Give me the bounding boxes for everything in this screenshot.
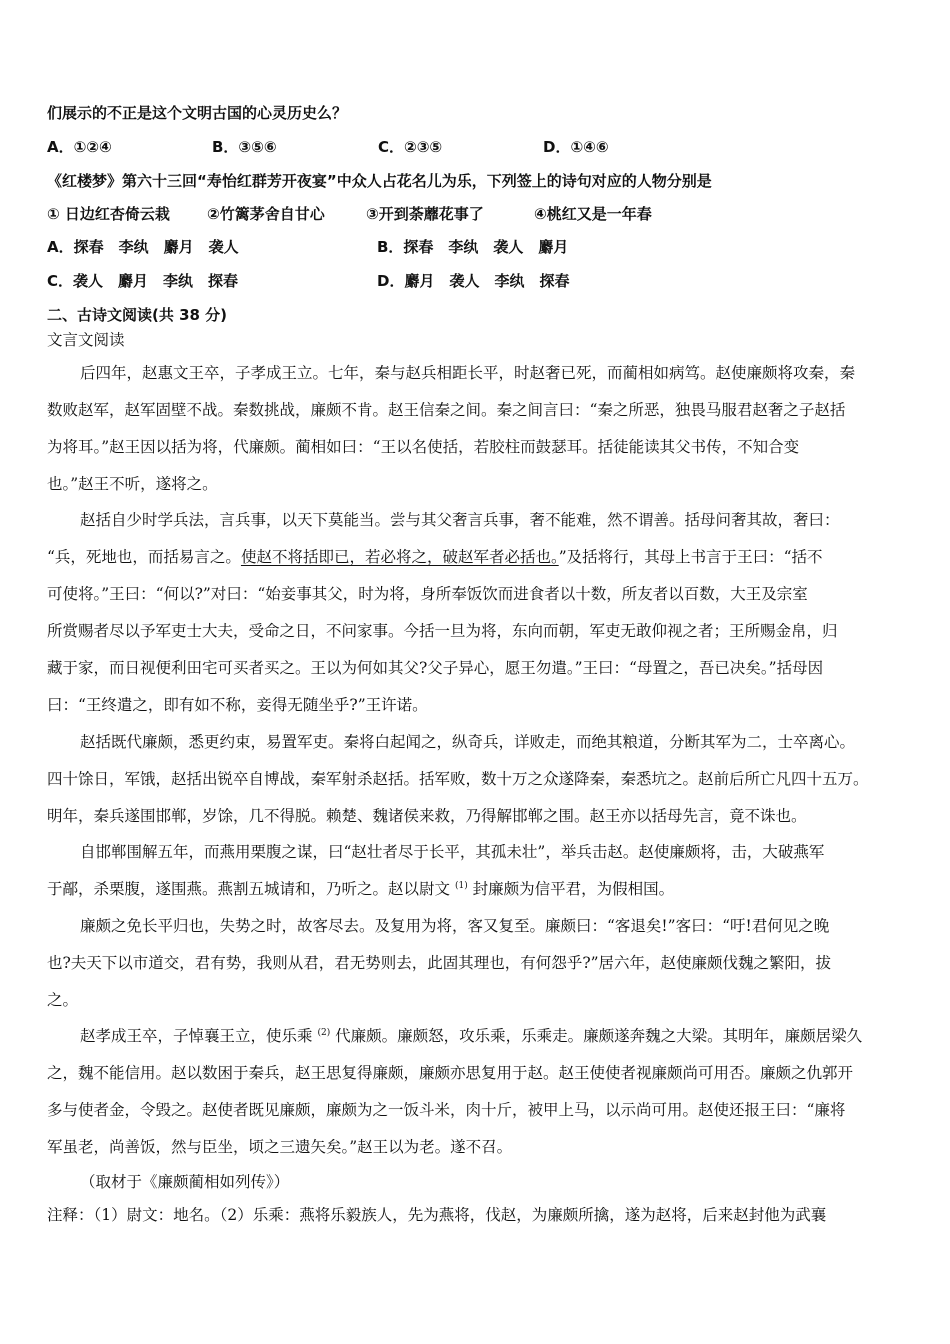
passage-line: 多与使者金，令毁之。赵使者既见廉颇，廉颇为之一饭斗米，肉十斤，被甲上马，以示尚可用。赵使还报王曰：“廉将 xyxy=(47,1101,846,1119)
passage-line: 为将耳。”赵王因以括为将，代廉颇。蔺相如曰：“王以名使括，若胶柱而鼓瑟耳。括徒能读其父书传，不知合变 xyxy=(47,438,800,456)
passage-line: 自邯郸围解五年，而燕用栗腹之谋，曰“赵壮者尽于长平，其孤未壮”，举兵击赵。赵使廉颇将，击，大破燕军 xyxy=(80,843,825,861)
footnote-ref-1: (1) xyxy=(454,881,468,891)
passage-text: 代廉颇。廉颇怒，攻乐乘，乐乘走。廉颇遂奔魏之大梁。其明年，廉颇居梁久 xyxy=(335,1027,863,1045)
passage-line: 明年，秦兵遂围邯郸，岁馀，几不得脱。赖楚、魏诸侯来救，乃得解邯郸之围。赵王亦以括母先言，竟不诛也。 xyxy=(47,807,807,825)
passage-text: 封廉颇为信平君，为假相国。 xyxy=(472,880,675,898)
passage-line: 军虽老，尚善饭，然与臣坐，顷之三遗矢矣。”赵王以为老。遂不召。 xyxy=(47,1138,513,1156)
passage-line: 可使将。”王曰：“何以?”对曰：“始妾事其父，时为将，身所奉饭饮而进食者以十数，所友者以百数，大王及宗室 xyxy=(47,585,808,603)
passage-line xyxy=(47,879,674,899)
section-subtitle: 文言文阅读 xyxy=(47,331,125,349)
passage-line: 四十馀日，军饿，赵括出锐卒自博战，秦军射杀赵括。括军败，数十万之众遂降秦，秦悉坑之。赵前后所亡凡四十五万。 xyxy=(47,770,869,788)
passage-line: 之。 xyxy=(47,991,79,1009)
passage-text: “兵，死地也，而括易言之。 xyxy=(47,548,241,566)
footnote-ref-2: (2) xyxy=(317,1028,331,1038)
passage-line xyxy=(80,1026,862,1046)
underlined-sentence: 使赵不将括即已，若必将之，破赵军者必括也。 xyxy=(240,548,559,566)
passage-text: 赵孝成王卒，子悼襄王立，使乐乘 xyxy=(80,1027,313,1045)
footnotes: 注释：（1）尉文：地名。（2）乐乘：燕将乐毅族人，先为燕将，伐赵，为廉颇所擒，遂为赵将，后来赵封他为武襄 xyxy=(47,1206,827,1224)
poem-line-3: ③开到荼蘼花事了 xyxy=(366,205,484,223)
passage-text: 于鄗，杀栗腹，遂围燕。燕割五城请和，乃听之。赵以尉文 xyxy=(47,880,451,898)
option-b[interactable]: B．探春 李纨 袭人 麝月 xyxy=(377,238,569,256)
source-citation: （取材于《廉颇蔺相如列传》） xyxy=(80,1173,290,1191)
section-title: 二、古诗文阅读(共 38 分) xyxy=(47,306,228,324)
question-stem: 《红楼梦》第六十三回“寿怡红群芳开夜宴”中众人占花名儿为乐，下列签上的诗句对应的人物分别是 xyxy=(47,172,712,190)
option-d[interactable]: D．麝月 袭人 李纨 探春 xyxy=(377,272,570,290)
passage-text: ”及括将行，其母上书言于王曰：“括不 xyxy=(558,548,823,566)
poem-line-4: ④桃红又是一年春 xyxy=(534,205,652,223)
passage-line: 后四年，赵惠文王卒，子孝成王立。七年，秦与赵兵相距长平，时赵奢已死，而蔺相如病笃。赵使廉颇将攻秦，秦 xyxy=(80,364,856,382)
passage-line: 数败赵军，赵军固壁不战。秦数挑战，廉颇不肯。赵王信秦之间。秦之间言曰：“秦之所恶，独畏马服君赵奢之子赵括 xyxy=(47,401,846,419)
passage-line: 廉颇之免长平归也，失势之时，故客尽去。及复用为将，客又复至。廉颇曰：“客退矣!”客曰：“吁!君何见之晚 xyxy=(80,917,830,935)
option-a[interactable]: A．①②④ xyxy=(47,138,112,156)
option-c[interactable]: C．②③⑤ xyxy=(378,138,443,156)
passage-line: 也。”赵王不听，遂将之。 xyxy=(47,475,218,493)
passage-line xyxy=(47,547,823,567)
poem-line-1: ① 日边红杏倚云栽 xyxy=(47,205,170,223)
passage-line: 所赏赐者尽以予军吏士大夫，受命之日，不问家事。今括一旦为将，东向而朝，军吏无敢仰视之者；王所赐金帛，归 xyxy=(47,622,838,640)
poem-line-2: ②竹篱茅舍自甘心 xyxy=(207,205,325,223)
passage-line: 赵括自少时学兵法，言兵事，以天下莫能当。尝与其父奢言兵事，奢不能难，然不谓善。括母问奢其故，奢曰： xyxy=(80,511,840,529)
option-c[interactable]: C．袭人 麝月 李纨 探春 xyxy=(47,272,239,290)
question-stem-end: 们展示的不正是这个文明古国的心灵历史么？ xyxy=(47,104,348,122)
passage-line: 藏于家，而日视便利田宅可买者买之。王以为何如其父?父子异心，愿王勿遣。”王曰：“母置之，吾已决矣。”括母因 xyxy=(47,659,824,677)
passage-line: 曰：“王终遣之，即有如不称，妾得无随坐乎?”王许诺。 xyxy=(47,696,428,714)
option-d[interactable]: D．①④⑥ xyxy=(543,138,609,156)
passage-line: 赵括既代廉颇，悉更约束，易置军吏。秦将白起闻之，纵奇兵，详败走，而绝其粮道，分断其军为二，士卒离心。 xyxy=(80,733,856,751)
passage-line: 之，魏不能信用。赵以数困于秦兵，赵王思复得廉颇，廉颇亦思复用于赵。赵王使使者视廉颇尚可用否。廉颇之仇郭开 xyxy=(47,1064,854,1082)
option-b[interactable]: B．③⑤⑥ xyxy=(212,138,277,156)
passage-line: 也?夫天下以市道交，君有势，我则从君，君无势则去，此固其理也，有何怨乎?”居六年，赵使廉颇伐魏之繁阳，拔 xyxy=(47,954,832,972)
option-a[interactable]: A．探春 李纨 麝月 袭人 xyxy=(47,238,239,256)
